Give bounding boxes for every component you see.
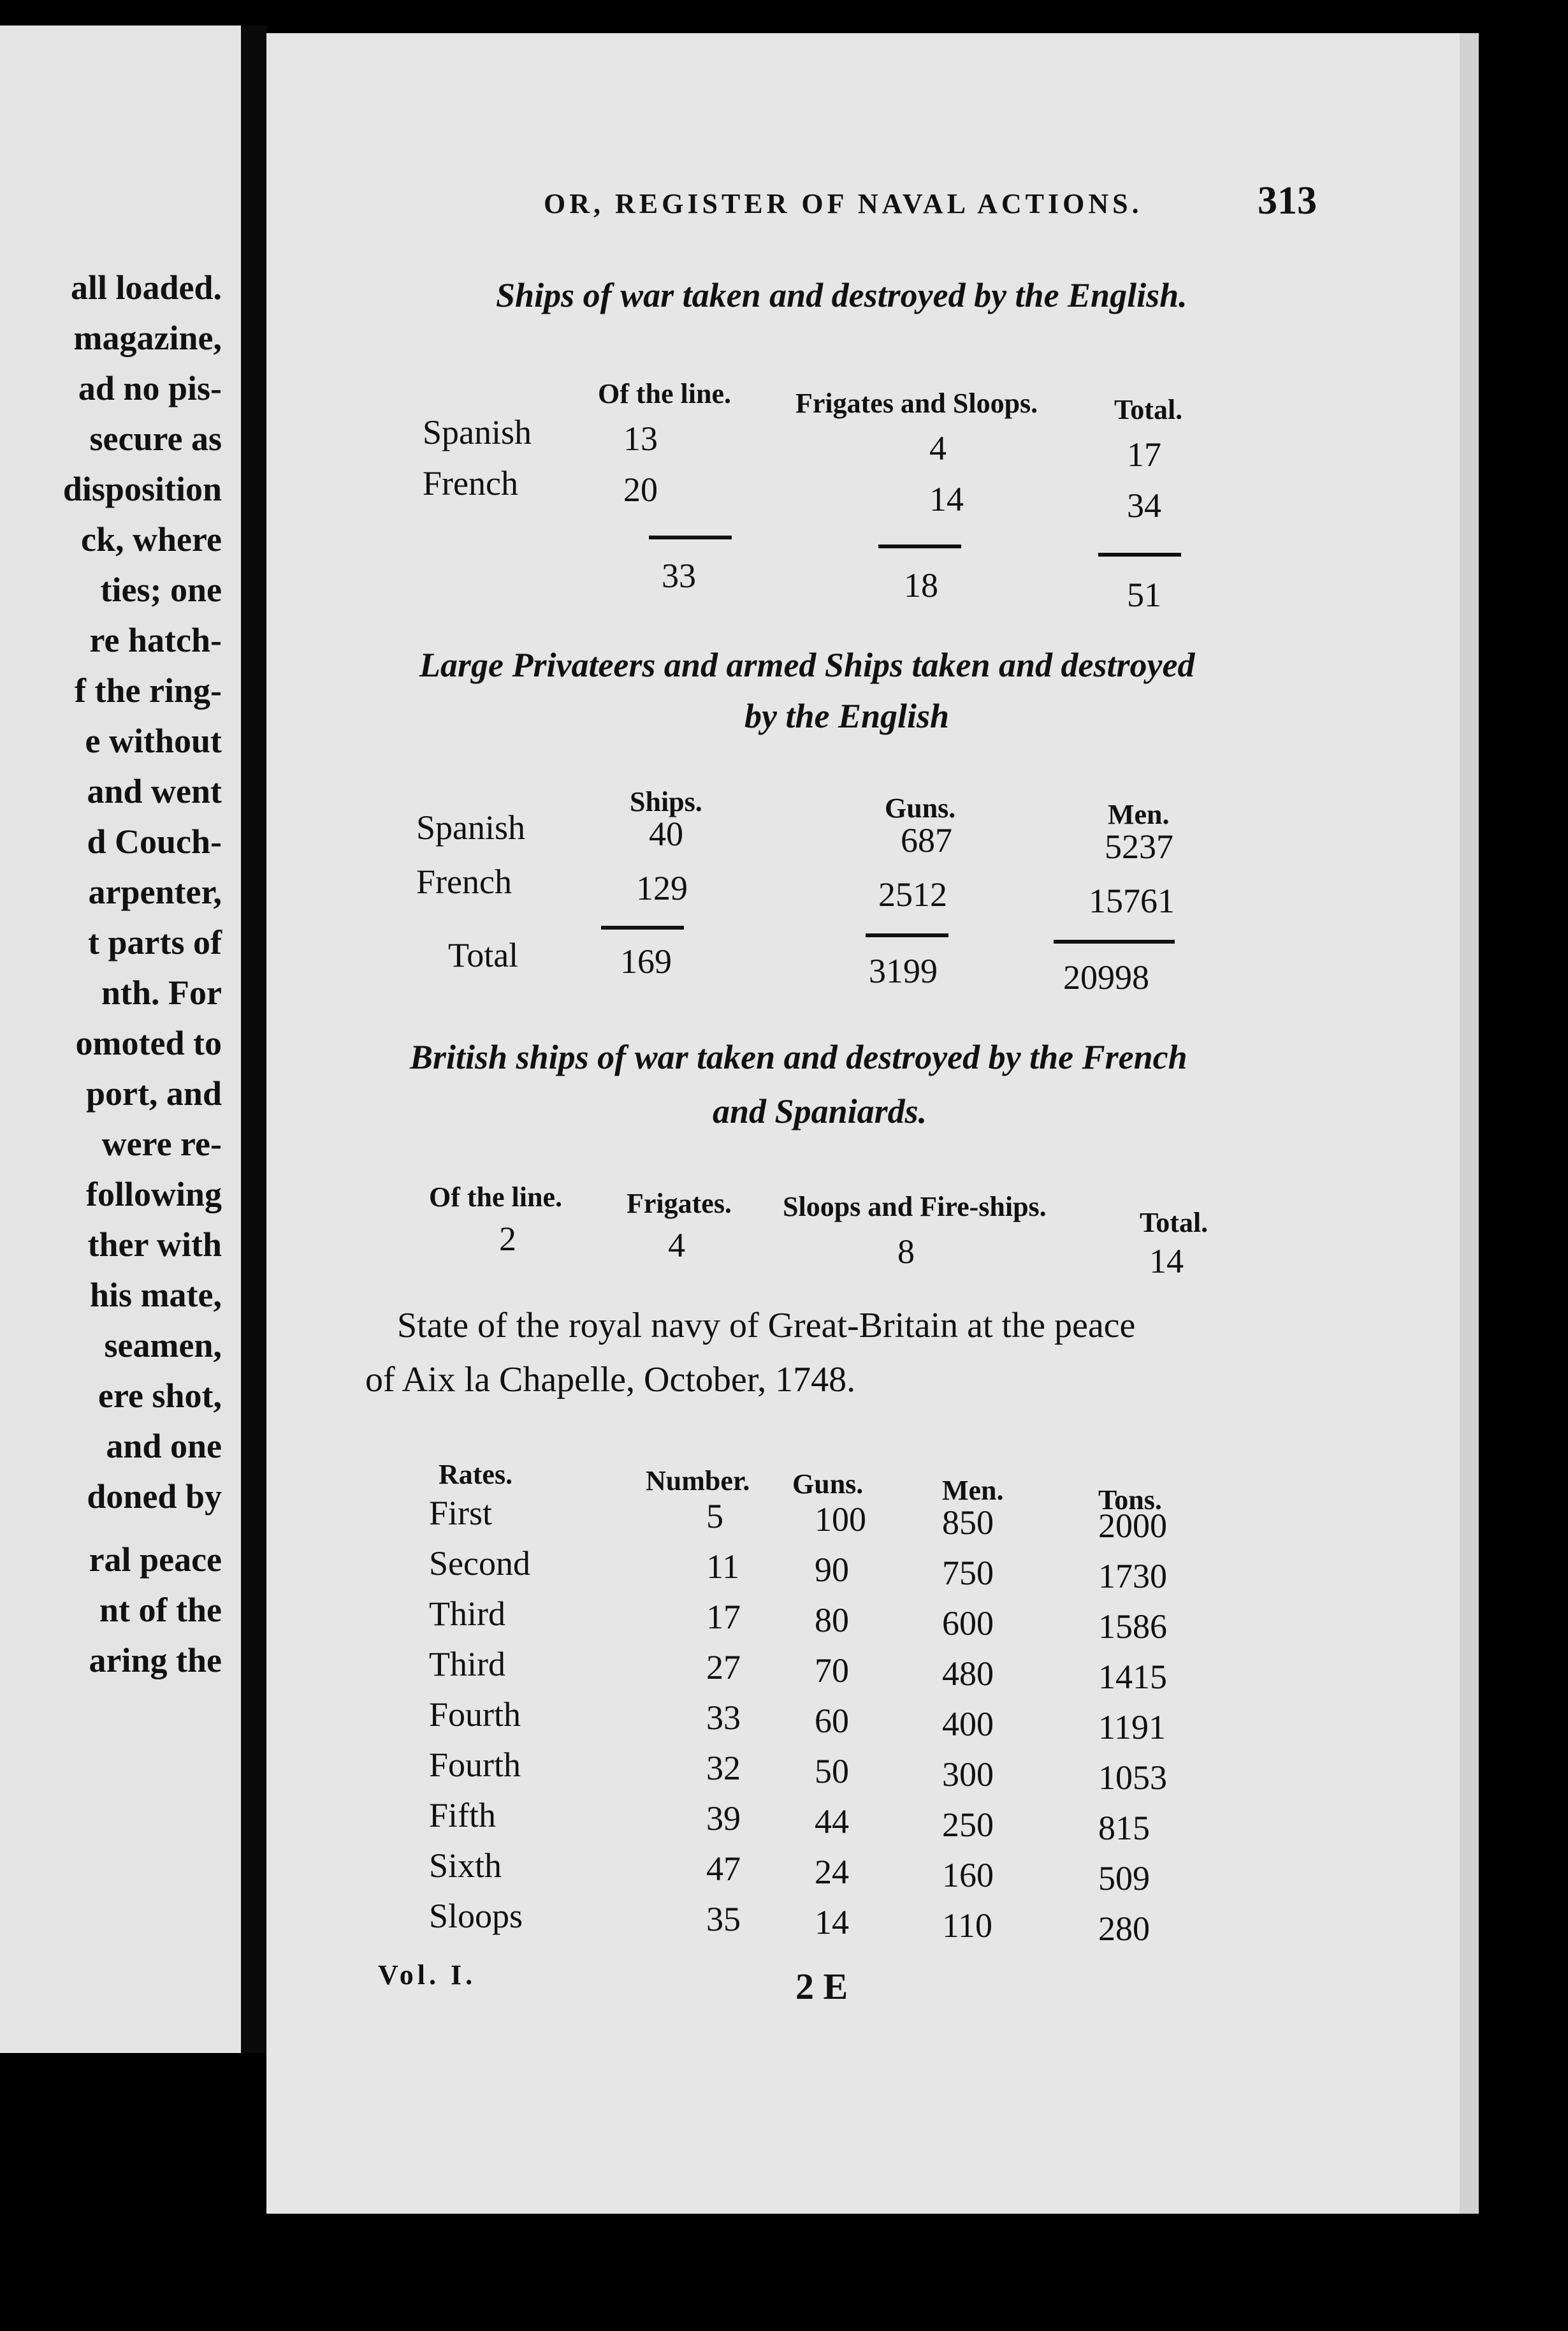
state-cell-rate: Third <box>429 1645 505 1683</box>
left-page-line: aring the <box>89 1641 222 1679</box>
rule <box>1054 940 1175 944</box>
state-cell-tons: 1191 <box>1098 1708 1166 1746</box>
state-cell-number: 35 <box>706 1900 741 1938</box>
state-cell-tons: 1586 <box>1098 1607 1167 1646</box>
table2-heading: Large Privateers and armed Ships taken and destroyed <box>419 646 1195 684</box>
left-page-line: doned by <box>87 1477 222 1516</box>
state-cell-guns: 14 <box>815 1903 849 1941</box>
volume-label: Vol. I. <box>378 1959 477 1991</box>
table3-heading: and Spaniards. <box>713 1092 927 1130</box>
left-page-line: were re- <box>101 1125 222 1163</box>
state-cell-men: 480 <box>942 1655 994 1693</box>
table2-row-name: French <box>416 863 512 901</box>
table1-col-frigates: Frigates and Sloops. <box>795 388 1038 419</box>
table2-row-name: Spanish <box>416 808 526 847</box>
state-col-men: Men. <box>942 1475 1004 1506</box>
table2-total: 3199 <box>869 952 938 990</box>
table1-total: 51 <box>1127 576 1161 614</box>
state-cell-men: 400 <box>942 1705 994 1743</box>
state-cell-number: 47 <box>706 1850 741 1888</box>
state-cell-rate: Fourth <box>429 1746 521 1784</box>
table1-total: 33 <box>662 557 696 595</box>
state-cell-tons: 1415 <box>1098 1658 1167 1696</box>
state-cell-guns: 90 <box>815 1551 849 1589</box>
table1-heading: Ships of war taken and destroyed by the English. <box>496 276 1187 314</box>
state-cell-rate: Fourth <box>429 1695 521 1734</box>
left-page-line: ral peace <box>89 1540 222 1579</box>
table2-row-ships: 40 <box>649 815 683 853</box>
state-col-rates: Rates. <box>439 1459 513 1490</box>
state-title: State of the royal navy of Great-Britain at the peace <box>397 1306 1136 1345</box>
left-page-line: and went <box>87 772 222 810</box>
left-page-line: all loaded. <box>70 268 222 307</box>
left-page-line: disposition <box>62 470 222 508</box>
state-cell-number: 27 <box>706 1648 741 1686</box>
state-cell-rate: Second <box>429 1544 530 1582</box>
state-cell-rate: Sloops <box>429 1897 523 1935</box>
state-cell-rate: First <box>429 1494 493 1532</box>
page-gutter <box>241 26 266 2053</box>
state-cell-number: 39 <box>706 1799 741 1838</box>
table1-col-total: Total. <box>1114 394 1183 425</box>
state-cell-men: 160 <box>942 1856 994 1894</box>
state-cell-tons: 2000 <box>1098 1507 1167 1545</box>
table2-heading: by the English <box>744 697 950 735</box>
state-cell-men: 750 <box>942 1554 994 1592</box>
state-col-guns: Guns. <box>792 1468 864 1500</box>
state-cell-number: 11 <box>706 1547 739 1586</box>
table2-col-ships: Ships. <box>630 786 702 817</box>
state-cell-tons: 1053 <box>1098 1758 1167 1797</box>
table2-col-guns: Guns. <box>885 793 956 824</box>
left-page-line: d Couch- <box>87 822 222 861</box>
state-cell-number: 17 <box>706 1598 741 1636</box>
table2-row-men: 15761 <box>1089 882 1175 920</box>
table2-total: 169 <box>620 942 672 981</box>
left-page-line: port, and <box>85 1074 222 1113</box>
state-cell-number: 33 <box>706 1699 741 1737</box>
left-page-line: and one <box>106 1427 222 1465</box>
state-cell-guns: 50 <box>815 1752 849 1790</box>
state-cell-men: 250 <box>942 1806 994 1844</box>
table2-total-label: Total <box>448 936 519 974</box>
left-page-line: following <box>85 1175 222 1213</box>
table1-col-line: Of the line. <box>598 378 731 409</box>
running-head: OR, REGISTER OF NAVAL ACTIONS. <box>544 188 1143 219</box>
left-page-line: nth. For <box>101 974 222 1012</box>
left-page-line: f the ring- <box>75 671 222 710</box>
table3-value: 2 <box>499 1220 516 1258</box>
left-page-line: seamen, <box>104 1326 222 1364</box>
state-cell-men: 600 <box>942 1604 994 1642</box>
state-cell-guns: 60 <box>815 1702 849 1740</box>
left-page-line: arpenter, <box>88 873 222 911</box>
left-page-line: ck, where <box>81 520 222 559</box>
table2-total: 20998 <box>1063 958 1149 997</box>
left-page-line: omoted to <box>75 1024 222 1062</box>
left-page-line: ad no pis- <box>78 369 222 407</box>
left-page-line: re hatch- <box>89 621 222 659</box>
table1-row-line: 20 <box>623 471 658 509</box>
table2-col-men: Men. <box>1108 799 1170 830</box>
state-cell-guns: 70 <box>815 1651 849 1690</box>
state-cell-tons: 1730 <box>1098 1557 1167 1595</box>
state-cell-tons: 280 <box>1098 1910 1150 1948</box>
left-page <box>0 26 241 2053</box>
table3-col-line: Of the line. <box>429 1181 562 1213</box>
rule <box>866 933 948 937</box>
table3-col-frigates: Frigates. <box>627 1188 732 1219</box>
left-page-line: t parts of <box>88 923 222 961</box>
table2-row-ships: 129 <box>636 869 688 907</box>
table1-row-total: 17 <box>1127 435 1161 474</box>
state-cell-men: 850 <box>942 1503 994 1542</box>
left-page-line: his mate, <box>90 1276 222 1314</box>
table3-value: 8 <box>897 1232 915 1271</box>
state-cell-number: 32 <box>706 1749 741 1787</box>
rule <box>601 926 684 930</box>
state-cell-guns: 44 <box>815 1802 849 1841</box>
left-page-line: magazine, <box>73 319 222 357</box>
state-cell-guns: 24 <box>815 1853 849 1891</box>
left-page-line: secure as <box>89 420 222 458</box>
state-cell-guns: 100 <box>815 1500 866 1538</box>
state-cell-rate: Fifth <box>429 1796 497 1834</box>
table3-col-total: Total. <box>1140 1207 1209 1238</box>
table1-row-total: 34 <box>1127 486 1161 525</box>
right-page <box>266 33 1479 2214</box>
state-title: of Aix la Chapelle, October, 1748. <box>365 1360 856 1399</box>
left-page-line: ther with <box>87 1225 222 1264</box>
table3-heading: British ships of war taken and destroyed by the French <box>410 1038 1187 1076</box>
state-cell-men: 110 <box>942 1906 992 1945</box>
state-cell-tons: 509 <box>1098 1859 1150 1897</box>
page-number: 313 <box>1258 179 1317 223</box>
left-page-line: ere shot, <box>98 1377 222 1415</box>
table1-row-line: 13 <box>623 420 658 458</box>
state-cell-rate: Third <box>429 1595 505 1633</box>
table3-value: 4 <box>668 1226 685 1264</box>
state-cell-men: 300 <box>942 1755 994 1794</box>
table1-total: 18 <box>904 566 938 604</box>
table1-row-frigates: 4 <box>929 429 947 467</box>
rule <box>1098 553 1181 557</box>
rule <box>649 536 732 539</box>
left-page-line: nt of the <box>99 1591 222 1629</box>
table2-row-guns: 687 <box>901 821 952 859</box>
table2-row-men: 5237 <box>1105 828 1173 866</box>
signature-mark: 2 E <box>795 1966 848 2007</box>
left-page-line: e without <box>85 722 222 760</box>
state-cell-rate: Sixth <box>429 1846 502 1885</box>
left-page-line: ties; one <box>100 571 222 609</box>
table1-row-name: French <box>423 464 518 502</box>
table3-col-sloops: Sloops and Fire-ships. <box>783 1191 1047 1222</box>
table1-row-name: Spanish <box>423 413 532 451</box>
state-cell-guns: 80 <box>815 1601 849 1639</box>
state-col-tons: Tons. <box>1098 1484 1162 1516</box>
state-col-number: Number. <box>646 1465 750 1496</box>
table1-row-frigates: 14 <box>929 480 964 518</box>
table2-row-guns: 2512 <box>878 875 947 914</box>
state-cell-tons: 815 <box>1098 1809 1150 1847</box>
rule <box>878 544 961 548</box>
state-cell-number: 5 <box>706 1497 723 1535</box>
table3-value: 14 <box>1149 1242 1184 1280</box>
